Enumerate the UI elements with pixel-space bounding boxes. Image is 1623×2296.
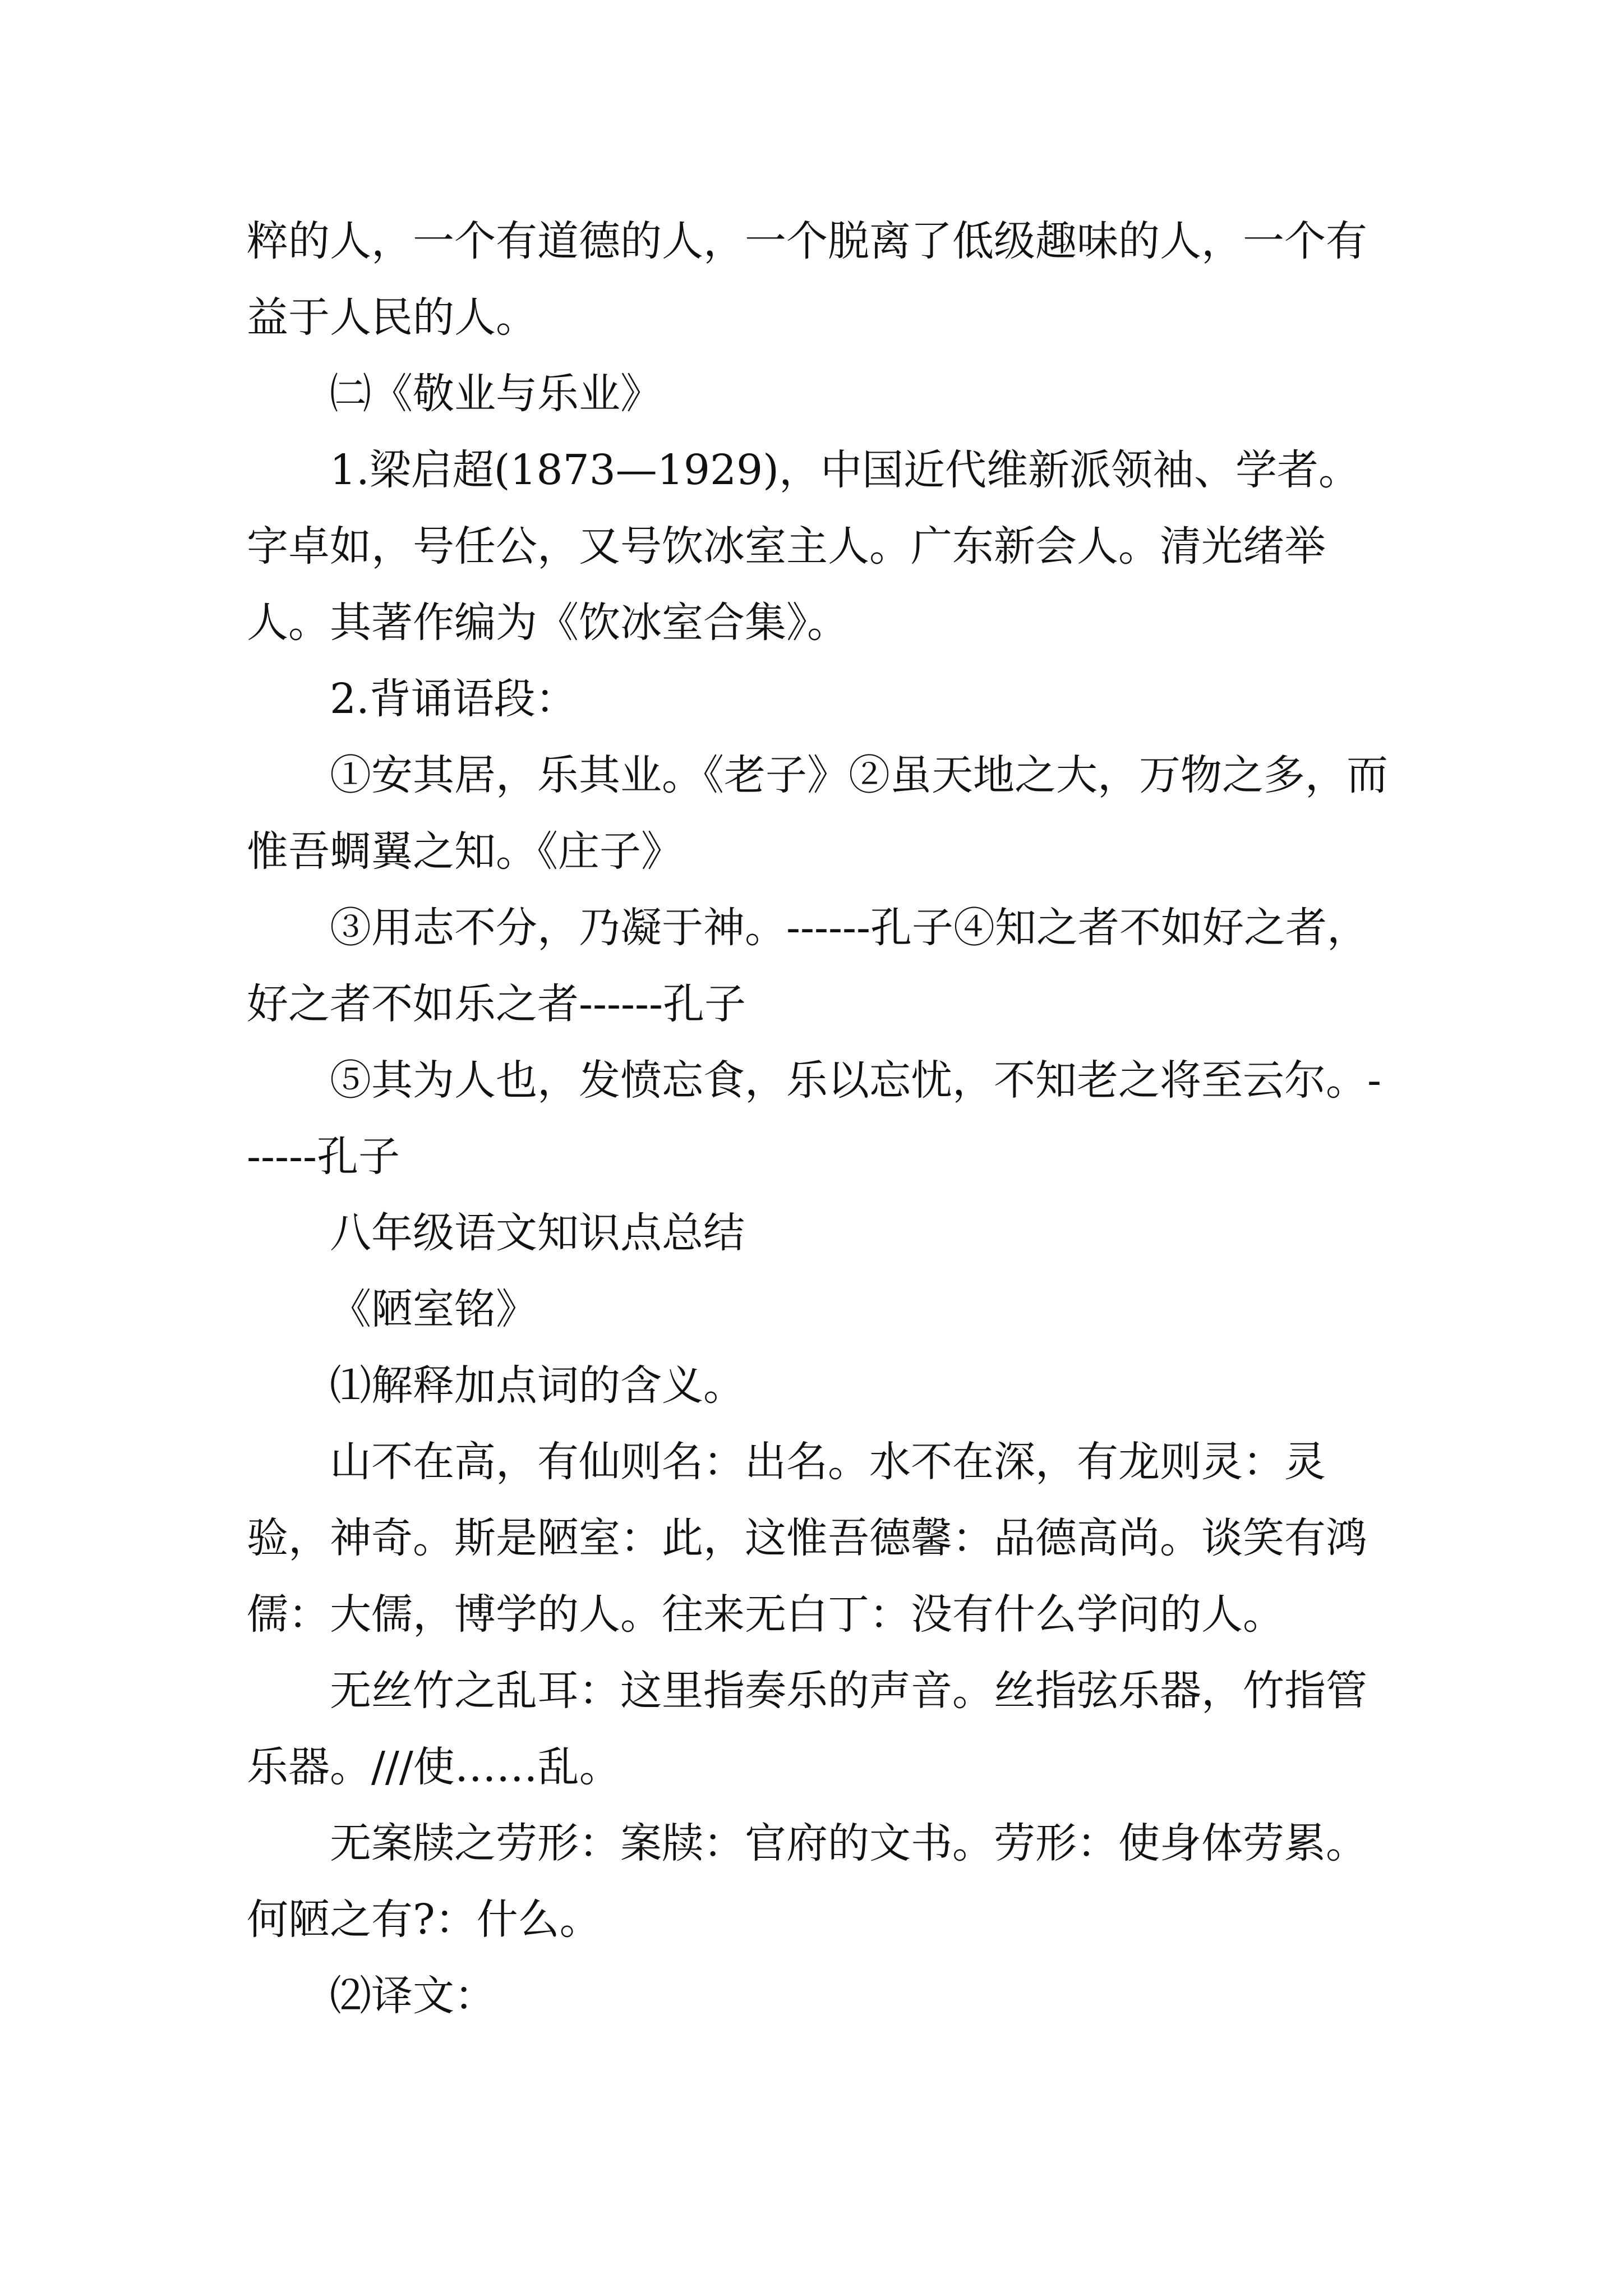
section-heading-jingye-yu-leye: ㈡《敬业与乐业》 — [330, 370, 662, 418]
section-heading-lou-shi-ming: 《陋室铭》 — [330, 1285, 537, 1333]
paragraph-recitation-heading: 2.背诵语段： — [330, 675, 577, 723]
paragraph-translation-heading: ⑵译文： — [330, 1972, 496, 2020]
paragraph-continuation: 粹的人，一个有道德的人，一个脱离了低级趣味的人，一个有益于人民的人。 — [247, 217, 1367, 342]
paragraph-liang-qichao: 1.梁启超(1873—1929)，中国近代维新派领袖、学者。字卓如，号任公，又号饮冰室主人。广东新会人。清光绪举人。其著作编为《饮冰室合集》。 — [247, 446, 1360, 647]
paragraph-word-meanings-1: 山不在高，有仙则名：出名。水不在深，有龙则灵：灵验，神奇。斯是陋室：此，这惟吾德馨：品德高尚。谈笑有鸿儒：大儒，博学的人。往来无白丁：没有什么学问的人。 — [247, 1438, 1367, 1639]
section-heading-grade8-summary: 八年级语文知识点总结 — [330, 1209, 745, 1257]
paragraph-quote-5: ⑤其为人也，发愤忘食，乐以忘忧，不知老之将至云尔。------孔子 — [247, 1056, 1382, 1181]
paragraph-word-meanings-3: 无案牍之劳形：案牍：官府的文书。劳形：使身体劳累。何陋之有?：什么。 — [247, 1819, 1367, 1944]
paragraph-quote-3-4: ③用志不分，乃凝于神。------孔子④知之者不如好之者，好之者不如乐之者------孔子 — [247, 904, 1369, 1028]
paragraph-word-meanings-2: 无丝竹之乱耳：这里指奏乐的声音。丝指弦乐器，竹指管乐器。///使……乱。 — [247, 1667, 1367, 1791]
paragraph-explain-words: ⑴解释加点词的含义。 — [330, 1361, 745, 1410]
document-body — [247, 203, 1391, 2034]
paragraph-quote-1-2: ①安其居，乐其业。《老子》②虽天地之大，万物之多，而惟吾蜩翼之知。《庄子》 — [247, 751, 1388, 876]
